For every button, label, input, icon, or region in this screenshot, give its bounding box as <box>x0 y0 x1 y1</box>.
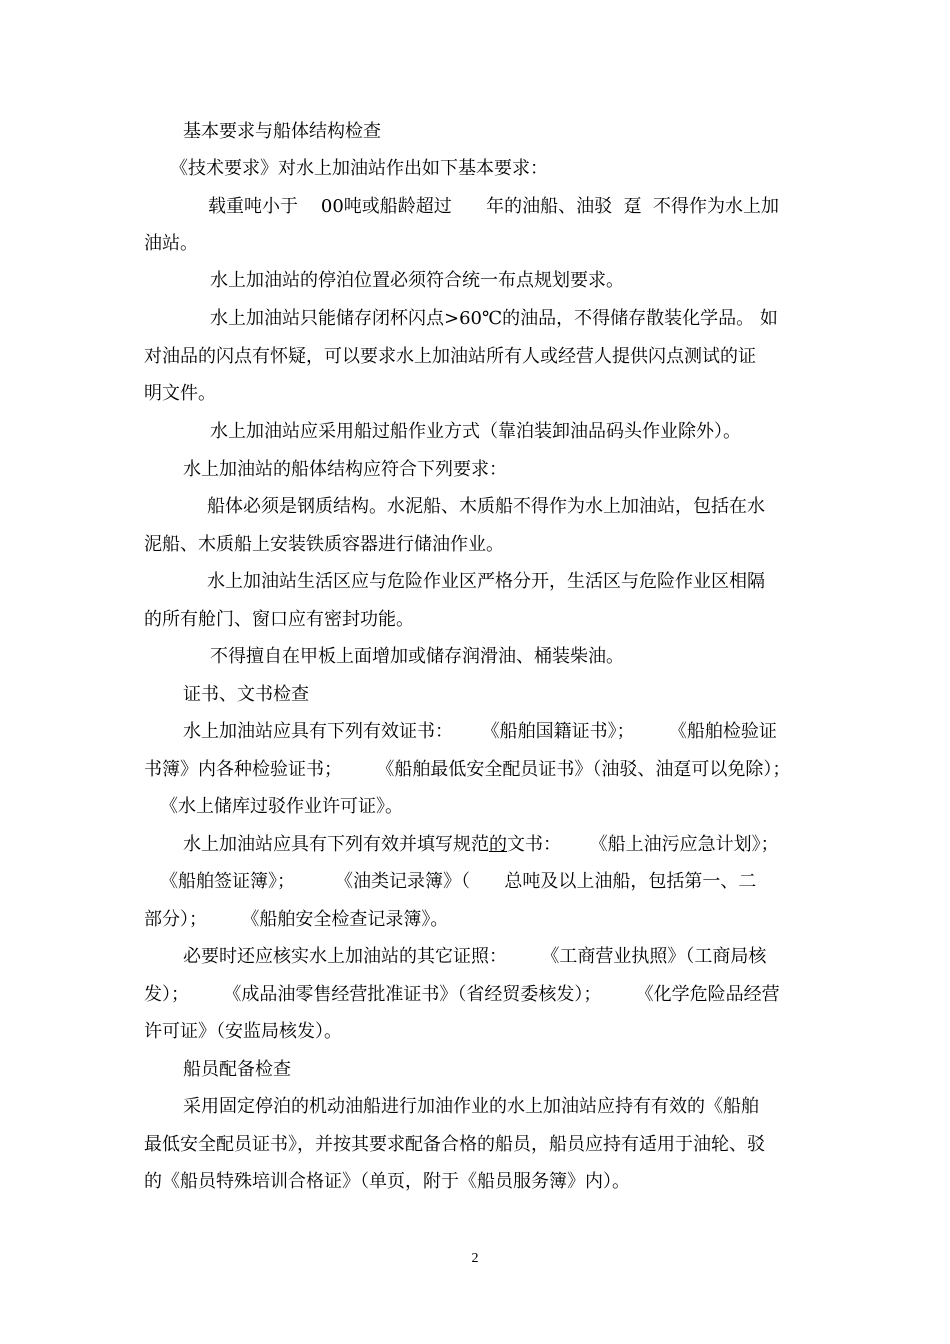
paragraph-line: 载重吨小于 00吨或船龄超过 年的油船、油驳 趸 不得作为水上加 <box>208 196 780 217</box>
page-number: 2 <box>471 1251 479 1266</box>
paragraph-line: 必要时还应核实水上加油站的其它证照： 《工商营业执照》（工商局核 <box>183 946 767 967</box>
paragraph-line: 的《船员特殊培训合格证》（单页，附于《船员服务簿》内）。 <box>144 1171 630 1192</box>
paragraph-line: 部分）； 《船舶安全检查记录簿》。 <box>144 909 449 930</box>
text-segment: 水上加油站应具有下列有效并填写规范 <box>183 834 489 855</box>
paragraph-line: 《水上储库过驳作业许可证》。 <box>160 796 403 817</box>
paragraph-line: 水上加油站应具有下列有效证书： 《船舶国籍证书》； 《船舶检验证 <box>183 721 777 742</box>
paragraph-line: 不得擅自在甲板上面增加或储存润滑油、桶装柴油。 <box>210 646 624 667</box>
paragraph-line: 水上加油站的船体结构应符合下列要求： <box>183 459 507 480</box>
paragraph-line: 《船舶签证簿》； 《油类记录簿》（ 总吨及以上油船，包括第一、二 <box>160 871 757 892</box>
paragraph-line: 的所有舱门、窗口应有密封功能。 <box>144 609 414 630</box>
paragraph-line: 最低安全配员证书》，并按其要求配备合格的船员，船员应持有适用于油轮、驳 <box>144 1134 765 1155</box>
paragraph-line: 《技术要求》对水上加油站作出如下基本要求： <box>170 158 548 179</box>
paragraph-line: 对油品的闪点有怀疑，可以要求水上加油站所有人或经营人提供闪点测试的证 <box>144 346 756 367</box>
paragraph-line: 水上加油站应采用船过船作业方式（靠泊装卸油品码头作业除外）。 <box>210 421 741 442</box>
underlined-text: 的 <box>489 834 507 855</box>
heading-crew: 船员配备检查 <box>183 1059 291 1080</box>
heading-certificates: 证书、文书检查 <box>183 684 309 705</box>
paragraph-line: 泥船、木质船上安装铁质容器进行储油作业。 <box>144 534 504 555</box>
paragraph-line: 油站。 <box>144 233 198 254</box>
paragraph-line: 水上加油站的停泊位置必须符合统一布点规划要求。 <box>210 270 624 291</box>
heading-basic-requirements: 基本要求与船体结构检查 <box>183 121 381 142</box>
paragraph-line <box>183 834 779 856</box>
paragraph-line: 书簿》内各种检验证书； 《船舶最低安全配员证书》（油驳、油趸可以免除）； <box>144 759 791 780</box>
paragraph-line: 发）； 《成品油零售经营批准证书》（省经贸委核发）； 《化学危险品经营 <box>144 984 780 1005</box>
paragraph-line: 明文件。 <box>144 383 216 404</box>
paragraph-line: 水上加油站只能储存闭杯闪点>60℃的油品，不得储存散装化学品。 如 <box>210 308 778 329</box>
paragraph-line: 水上加油站生活区应与危险作业区严格分开，生活区与危险作业区相隔 <box>207 571 765 592</box>
text-segment: 文书： 《船上油污应急计划》； <box>507 834 779 855</box>
paragraph-line: 许可证》（安监局核发）。 <box>144 1021 342 1042</box>
paragraph-line: 采用固定停泊的机动油船进行加油作业的水上加油站应持有有效的《船舶 <box>183 1096 759 1117</box>
paragraph-line: 船体必须是钢质结构。水泥船、木质船不得作为水上加油站，包括在水 <box>207 496 765 517</box>
